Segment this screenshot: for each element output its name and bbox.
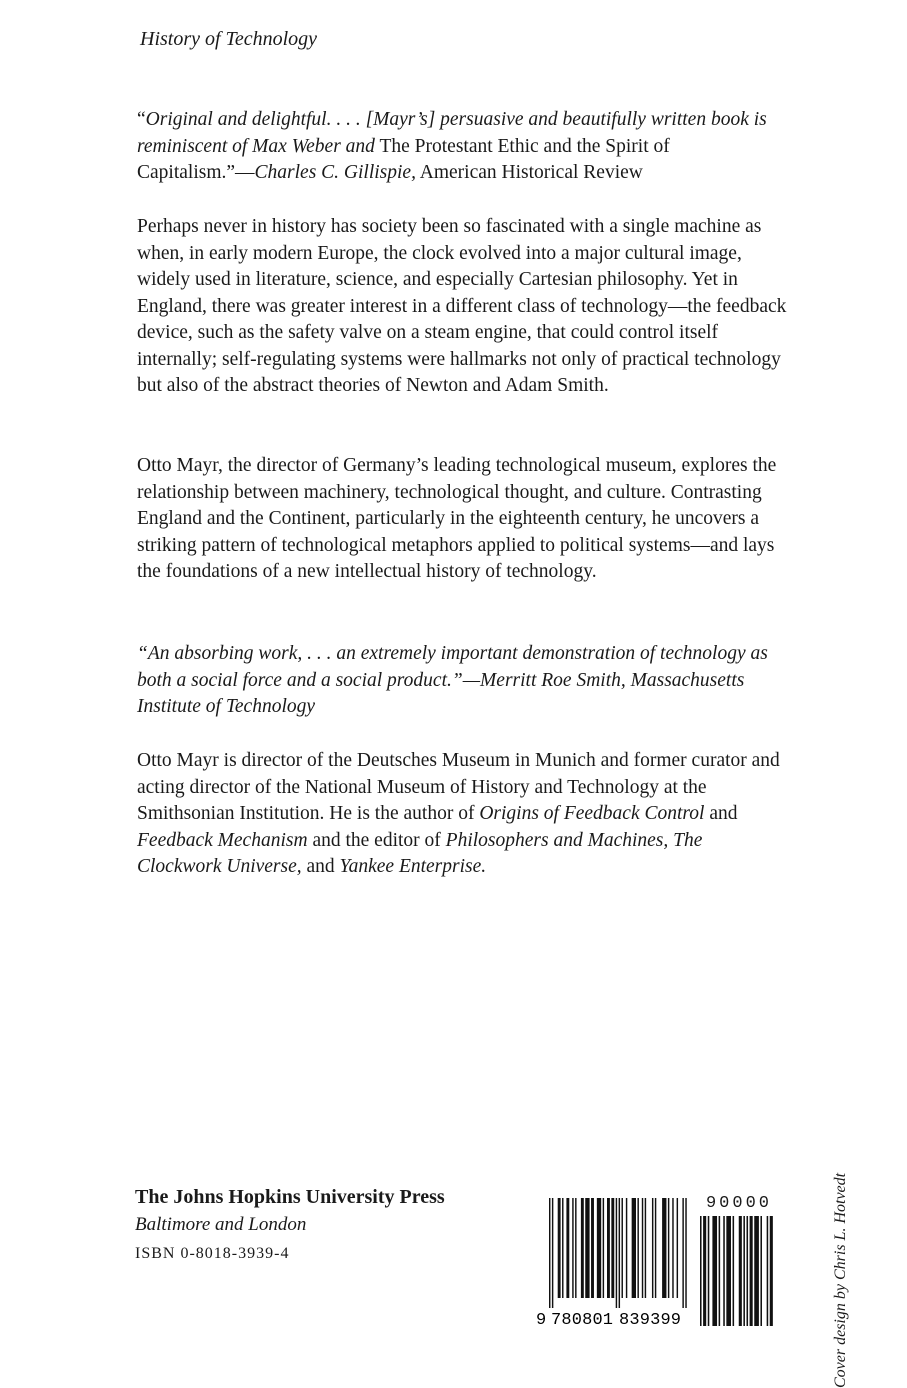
work-title: Feedback Mechanism — [137, 829, 308, 851]
quote-text: Original and delightful. . . . [Mayr’s] persuasive and beautifully written book is reminiscent of Max Weber and — [137, 109, 767, 157]
barcode-bar — [558, 1198, 561, 1298]
publisher-block — [135, 1183, 445, 1269]
barcode-bar — [549, 1198, 550, 1308]
addon-digits: 90000 — [705, 1194, 772, 1213]
barcode-bar — [754, 1216, 759, 1326]
open-quote: “ — [137, 643, 148, 664]
work-title: Philosophers and Machines, The Clockwork Universe, — [137, 829, 703, 877]
barcode-bar — [552, 1198, 553, 1308]
barcode-bar — [719, 1216, 721, 1326]
addon-barcode — [700, 1216, 780, 1328]
barcode-bar — [770, 1216, 773, 1326]
review-quote-smith — [137, 641, 787, 721]
barcode-bar — [723, 1216, 725, 1326]
quote-attribution: ”—Merritt Roe Smith, Massachusetts Institute of Technology — [137, 669, 745, 717]
bio-text: Otto Mayr is director of the Deutsches Museum in Munich and former curator and acting director of the National Museum of History and Technology at the Smithsonian Institution. He is the author of — [137, 750, 780, 824]
barcode-bar — [750, 1216, 753, 1326]
bio-text: and — [704, 803, 738, 824]
open-quote: “ — [137, 109, 146, 130]
book-title: The Protestant Ethic and the Spirit of Capitalism. — [137, 135, 670, 183]
barcode-bar — [603, 1198, 604, 1298]
barcode-bar — [645, 1198, 646, 1298]
category-label: History of Technology — [140, 28, 318, 50]
barcode-bar — [662, 1198, 666, 1298]
barcode-bar — [575, 1198, 576, 1298]
barcode-bar — [672, 1198, 673, 1298]
publisher-place: Baltimore and London — [135, 1214, 307, 1235]
barcode-bar — [655, 1198, 656, 1298]
description-paragraph: Perhaps never in history has society been so fascinated with a single machine as when, in early modern Europe, the clock evolved into a major cultural image, widely used in literature, science, and especially Cartesian philosophy. Yet in England, there was greater interest in a different class of technology—the feedback device, such as the safety valve on a steam engine, that could control itself internally; self-regulating systems were hallmarks not only of practical technology but also of the abstract theories of Newton and Adam Smith. — [137, 216, 787, 396]
barcode-bar — [566, 1198, 569, 1298]
barcode-bar — [591, 1198, 594, 1298]
work-title: Origins of Feedback Control — [479, 803, 705, 824]
quote-close-dash: ”— — [226, 162, 255, 183]
barcode-lead-digit: 9 — [536, 1311, 547, 1328]
barcode-bar — [747, 1216, 749, 1326]
description-paragraph: Otto Mayr, the director of Germany’s leading technological museum, explores the relationship between machinery, technological thought, and culture. Contrasting England and the Continent, particularly in the eighteenth century, he uncovers a striking pattern of technological metaphors applied to political systems—and lays the foundations of a new intellectual history of technology. — [137, 455, 777, 582]
quote-text: An absorbing work, . . . an extremely important demonstration of technology as both a social force and a social product. — [137, 643, 768, 691]
cover-design-credit: Cover design by Chris L. Hotvedt — [832, 1172, 849, 1388]
barcode-bar — [733, 1216, 735, 1326]
barcode-bar — [597, 1198, 601, 1298]
barcode-bar — [619, 1198, 620, 1308]
barcode-bar — [632, 1198, 636, 1298]
author-bio — [137, 748, 787, 881]
review-quote-gillispie — [137, 107, 787, 187]
work-title: Yankee Enterprise. — [339, 856, 487, 877]
barcode-bar — [685, 1198, 686, 1308]
quote-author: Charles C. Gillispie, — [254, 162, 416, 183]
bio-text: and — [301, 856, 340, 877]
barcode-bar — [585, 1198, 589, 1298]
bio-text: and the editor of — [307, 829, 446, 851]
barcode-bar — [760, 1216, 762, 1326]
barcode-bar — [611, 1198, 614, 1298]
isbn-barcode — [536, 1198, 692, 1328]
isbn-number: ISBN 0-8018-3939-4 — [135, 1245, 290, 1262]
barcode-bar — [626, 1198, 627, 1298]
quote-source: American Historical Review — [415, 162, 643, 183]
barcode-bar — [767, 1216, 769, 1326]
barcode-bar — [616, 1198, 617, 1308]
barcode-left-digits: 780801 — [551, 1311, 613, 1328]
publisher-name: The Johns Hopkins University Press — [135, 1186, 445, 1208]
barcode-bar — [562, 1198, 563, 1298]
barcode-bar — [642, 1198, 643, 1298]
barcode-right-digits: 839399 — [619, 1311, 681, 1328]
barcode-bar — [700, 1216, 702, 1326]
barcode-bar — [572, 1198, 573, 1298]
barcode-bar — [708, 1216, 710, 1326]
barcode-bar — [677, 1198, 678, 1298]
barcode-bar — [622, 1198, 623, 1298]
barcode-bar — [703, 1216, 706, 1326]
barcode-bar — [712, 1216, 717, 1326]
addon-bars — [700, 1216, 773, 1326]
barcode-bar — [668, 1198, 669, 1298]
barcode-bar — [682, 1198, 683, 1308]
barcode-bars — [549, 1198, 687, 1308]
barcode-bar — [581, 1198, 584, 1298]
barcode-bar — [726, 1216, 731, 1326]
barcode-bar — [652, 1198, 653, 1298]
barcode-bar — [637, 1198, 638, 1298]
barcode-bar — [607, 1198, 610, 1298]
barcode-bar — [739, 1216, 742, 1326]
barcode-bar — [743, 1216, 745, 1326]
